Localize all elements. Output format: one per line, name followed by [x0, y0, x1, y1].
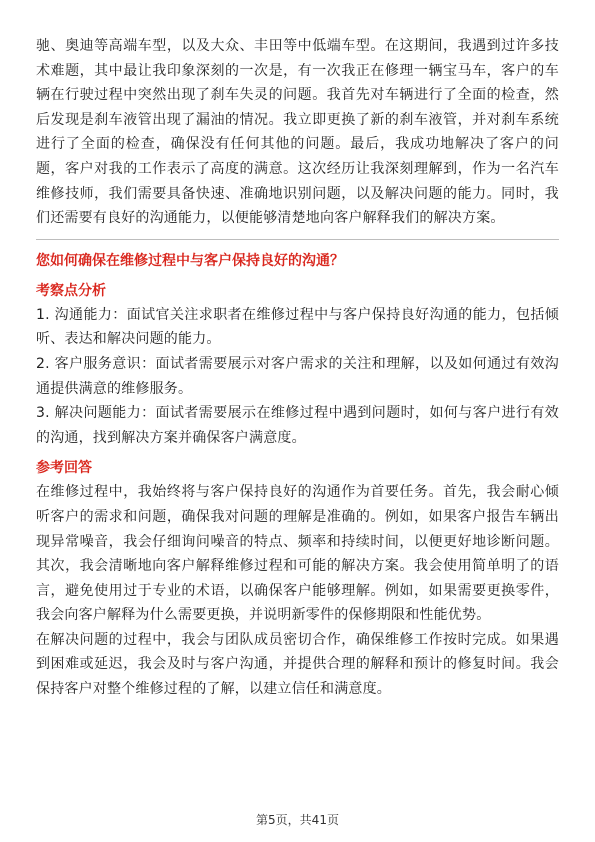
section-divider — [36, 239, 559, 240]
question-heading: 您如何确保在维修过程中与客户保持良好的沟通？ — [36, 252, 344, 269]
page-content — [36, 34, 559, 702]
analysis-item: 2. 客户服务意识：面试者需要展示对客户需求的关注和理解，以及如何通过有效沟通提供满意的维修服务。 — [36, 355, 559, 397]
page-footer: 第5页，共41页 — [256, 813, 339, 827]
reference-paragraph: 在解决问题的过程中，我会与团队成员密切合作，确保维修工作按时完成。如果遇到困难或延迟，我会及时与客户沟通，并提供合理的解释和预计的修复时间。我会保持客户对整个维修过程的了解，以建立信任和满意度。 — [36, 631, 559, 698]
analysis-item: 3. 解决问题能力：面试者需要展示在维修过程中遇到问题时，如何与客户进行有效的沟通，找到解决方案并确保客户满意度。 — [36, 405, 559, 446]
reference-paragraph: 在维修过程中，我始终将与客户保持良好的沟通作为首要任务。首先，我会耐心倾听客户的需求和问题，确保我对问题的理解是准确的。例如，如果客户报告车辆出现异常噪音，我会仔细询问噪音的特点、频率和持续时间，以便更好地诊断问题。其次，我会清晰地向客户解释维修过程和可能的解决方案。我会使用简单明了的语言，避免使用过于专业的术语，以确保客户能够理解。例如，如果需要更换零件，我会向客户解释为什么需要更换，并说明新零件的保修期限和性能优势。 — [36, 484, 559, 624]
intro-paragraph: 驰、奥迪等高端车型，以及大众、丰田等中低端车型。在这期间，我遇到过许多技术难题，其中最让我印象深刻的一次是，有一次我正在修理一辆宝马车，客户的车辆在行驶过程中突然出现了刹车失灵的问题。我首先对车辆进行了全面的检查，然后发现是刹车液管出现了漏油的情况。我立即更换了新的刹车液管，并对刹车系统进行了全面的检查，确保没有任何其他的问题。最后，我成功地解决了客户的问题，客户对我的工作表示了高度的满意。这次经历让我深刻理解到，作为一名汽车维修技师，我们需要具备快速、准确地识别问题，以及解决问题的能力。同时，我们还需要有良好的沟通能力，以便能够清楚地向客户解释我们的解决方案。 — [36, 38, 559, 227]
analysis-title: 考察点分析 — [36, 282, 106, 299]
analysis-item: 1. 沟通能力：面试官关注求职者在维修过程中与客户保持良好沟通的能力，包括倾听、表达和解决问题的能力。 — [36, 306, 559, 348]
reference-title: 参考回答 — [36, 460, 92, 477]
